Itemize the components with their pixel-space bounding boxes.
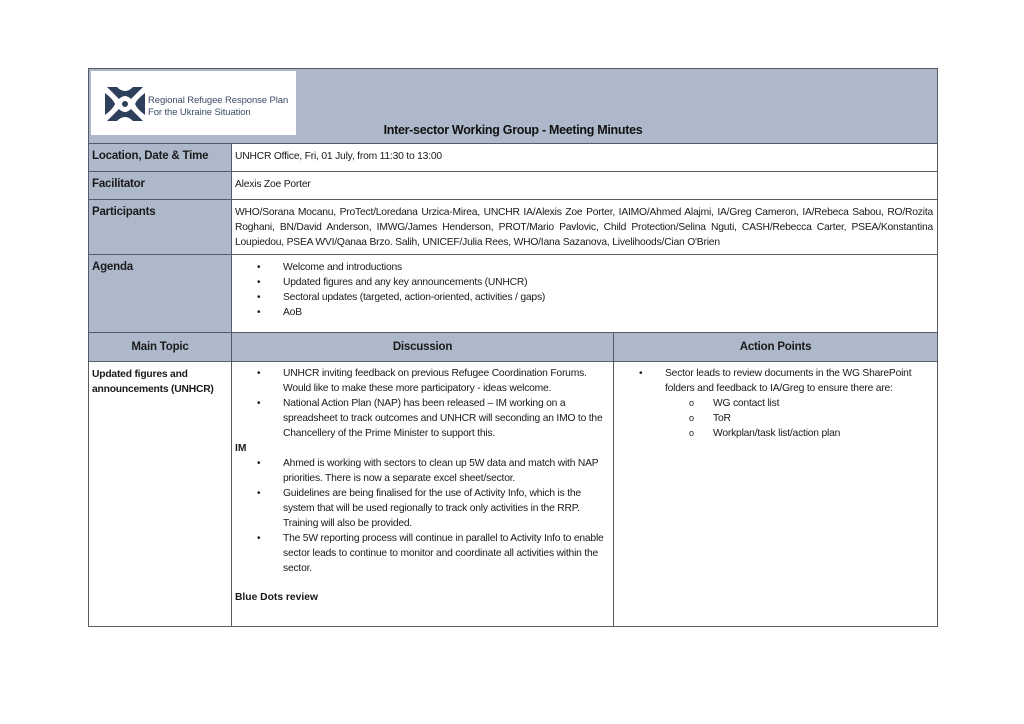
location-label: Location, Date & Time	[89, 144, 232, 172]
discussion-list-1	[235, 366, 609, 441]
agenda-item: • AoB	[283, 305, 933, 320]
action-points-cell	[614, 362, 938, 627]
document-title: Inter-sector Working Group - Meeting Minutes	[383, 123, 643, 137]
discussion-cell	[232, 362, 614, 627]
logo-line-2: For the Ukraine Situation	[148, 107, 251, 118]
subheading-blue-dots: Blue Dots review	[235, 592, 318, 603]
logo-line-1: Regional Refugee Response Plan	[148, 95, 289, 106]
action-point-subitem: o Workplan/task list/action plan	[713, 426, 933, 441]
discussion-item: • The 5W reporting process will continue in parallel to Activity Info to enable sector leads to continue to monitor and coordinate all activities within the sector.	[283, 531, 609, 576]
action-point-subitem: o ToR	[713, 411, 933, 426]
document-header	[89, 69, 938, 144]
participants-label: Participants	[89, 200, 232, 255]
action-point-sublist	[665, 396, 933, 441]
action-point-subitem: o WG contact list	[713, 396, 933, 411]
rrp-logo-icon	[105, 85, 145, 123]
participants-value: WHO/Sorana Mocanu, ProTect/Loredana Urzica-Mirea, UNCHR IA/Alexis Zoe Porter, IAIMO/Ahmed Alajmi, IA/Greg Cameron, IA/Rebeca Sabou, RO/Rozita Roghani, BN/David Anderson, IMWG/James Henderson, PROT/Mario Pavlovic, Child Protection/Selina Nguti, CASH/Rebecca Carter, PSEA/Konstantina Loupiedou, PSEA WVI/Qanaa Brzo. Salih, UNICEF/Julia Rees, WHO/Iana Sazanova, Livelihoods/Cian O'Brien	[232, 200, 938, 255]
agenda-list	[235, 260, 933, 320]
agenda-item: • Updated figures and any key announcements (UNHCR)	[283, 275, 933, 290]
minutes-table	[88, 68, 938, 627]
table-row	[89, 362, 938, 627]
discussion-item: • UNHCR inviting feedback on previous Refugee Coordination Forums. Would like to make these more participatory - ideas welcome.	[283, 366, 609, 396]
discussion-item: • Guidelines are being finalised for the use of Activity Info, which is the system that will be used regionally to track only activities in the RRP. Training will also be provided.	[283, 486, 609, 531]
logo-text	[148, 95, 288, 119]
discussion-item: • National Action Plan (NAP) has been released – IM working on a spreadsheet to track outcomes and UNHCR will seconding an IMO to the Chancellery of the Prime Minister to support this.	[283, 396, 609, 441]
action-points-list	[617, 366, 933, 441]
main-topic-cell: Updated figures and announcements (UNHCR)	[89, 362, 232, 627]
action-point-item	[665, 366, 933, 441]
agenda-value	[232, 255, 938, 333]
agenda-item: • Sectoral updates (targeted, action-oriented, activities / gaps)	[283, 290, 933, 305]
column-header-discussion: Discussion	[232, 333, 614, 362]
discussion-item: • Ahmed is working with sectors to clean up 5W data and match with NAP priorities. There is now a separate excel sheet/sector.	[283, 456, 609, 486]
column-header-main-topic: Main Topic	[89, 333, 232, 362]
subheading-im: IM	[235, 443, 247, 454]
facilitator-value: Alexis Zoe Porter	[232, 172, 938, 200]
meeting-minutes-document	[88, 68, 937, 627]
action-point-text: Sector leads to review documents in the WG SharePoint folders and feedback to IA/Greg to ensure there are:	[665, 368, 912, 394]
discussion-list-2	[235, 456, 609, 576]
column-header-action-points: Action Points	[614, 333, 938, 362]
agenda-item: • Welcome and introductions	[283, 260, 933, 275]
location-value: UNHCR Office, Fri, 01 July, from 11:30 to 13:00	[232, 144, 938, 172]
facilitator-label: Facilitator	[89, 172, 232, 200]
agenda-label: Agenda	[89, 255, 232, 333]
